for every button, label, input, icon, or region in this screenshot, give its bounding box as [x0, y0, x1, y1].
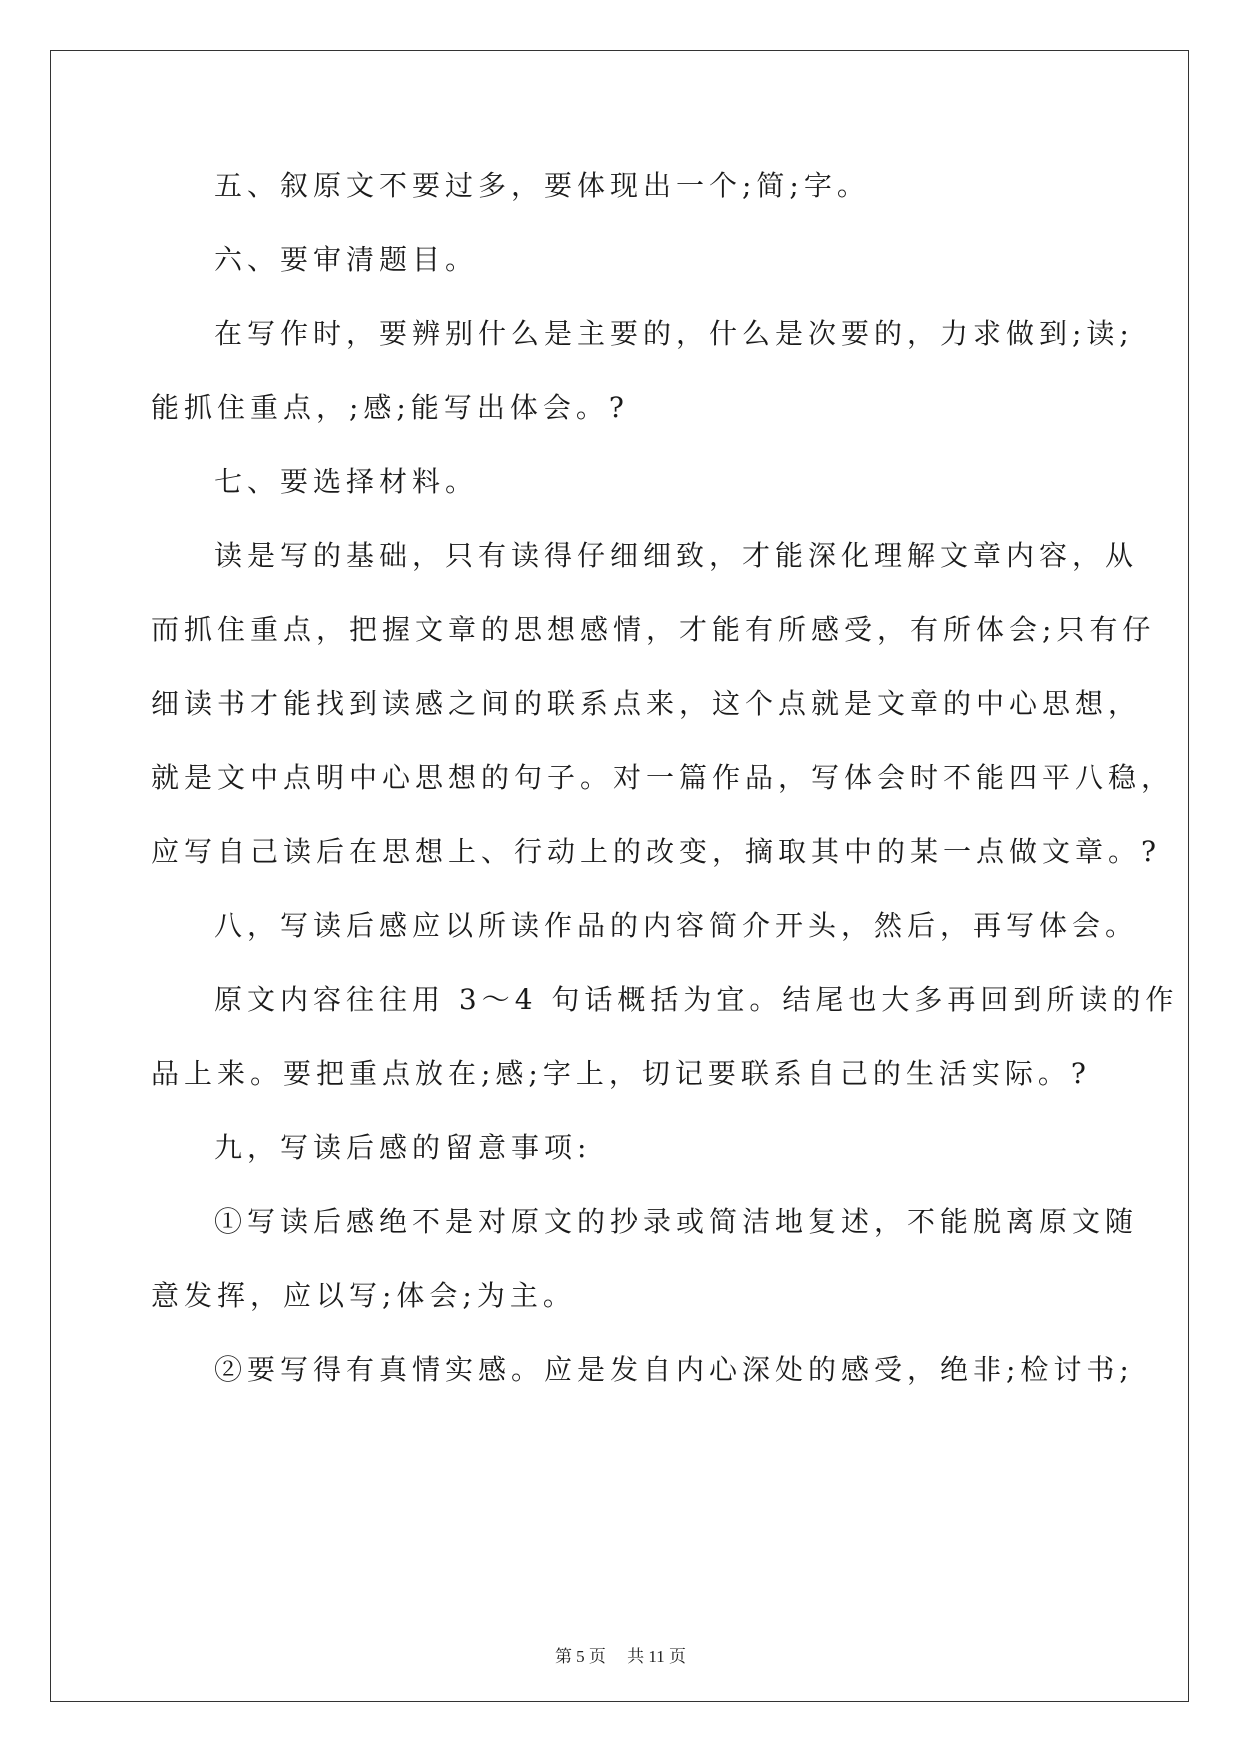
text-line: 而抓住重点，把握文章的思想感情，才能有所感受，有所体会;只有仔	[151, 613, 1156, 646]
text-line: 九，写读后感的留意事项:	[214, 1131, 592, 1164]
text-line: 能抓住重点，;感;能写出体会。?	[151, 391, 629, 424]
page-number-footer: 第 5 页 共 11 页	[554, 1647, 687, 1666]
text-line: 品上来。要把重点放在;感;字上，切记要联系自己的生活实际。?	[151, 1057, 1091, 1090]
text-line: 八，写读后感应以所读作品的内容简介开头，然后，再写体会。	[214, 909, 1139, 942]
text-line: 就是文中点明中心思想的句子。对一篇作品，写体会时不能四平八稳，	[151, 761, 1175, 794]
page-border	[50, 50, 1189, 1702]
text-line: ②要写得有真情实感。应是发自内心深处的感受，绝非;检讨书;	[214, 1353, 1134, 1386]
text-line: 七、要选择材料。	[214, 465, 479, 498]
text-line: 原文内容往往用 3～4 句话概括为宜。结尾也大多再回到所读的作	[214, 983, 1179, 1016]
text-line: 五、叙原文不要过多，要体现出一个;简;字。	[214, 169, 870, 202]
text-line: 意发挥，应以写;体会;为主。	[151, 1279, 576, 1312]
text-line: 细读书才能找到读感之间的联系点来，这个点就是文章的中心思想，	[151, 687, 1142, 720]
text-line: ①写读后感绝不是对原文的抄录或简洁地复述，不能脱离原文随	[214, 1205, 1139, 1238]
text-line: 六、要审清题目。	[214, 243, 479, 276]
text-line: 在写作时，要辨别什么是主要的，什么是次要的，力求做到;读;	[214, 317, 1134, 350]
text-line: 读是写的基础，只有读得仔细细致，才能深化理解文章内容，从	[214, 539, 1139, 572]
text-line: 应写自己读后在思想上、行动上的改变，摘取其中的某一点做文章。?	[151, 835, 1162, 868]
